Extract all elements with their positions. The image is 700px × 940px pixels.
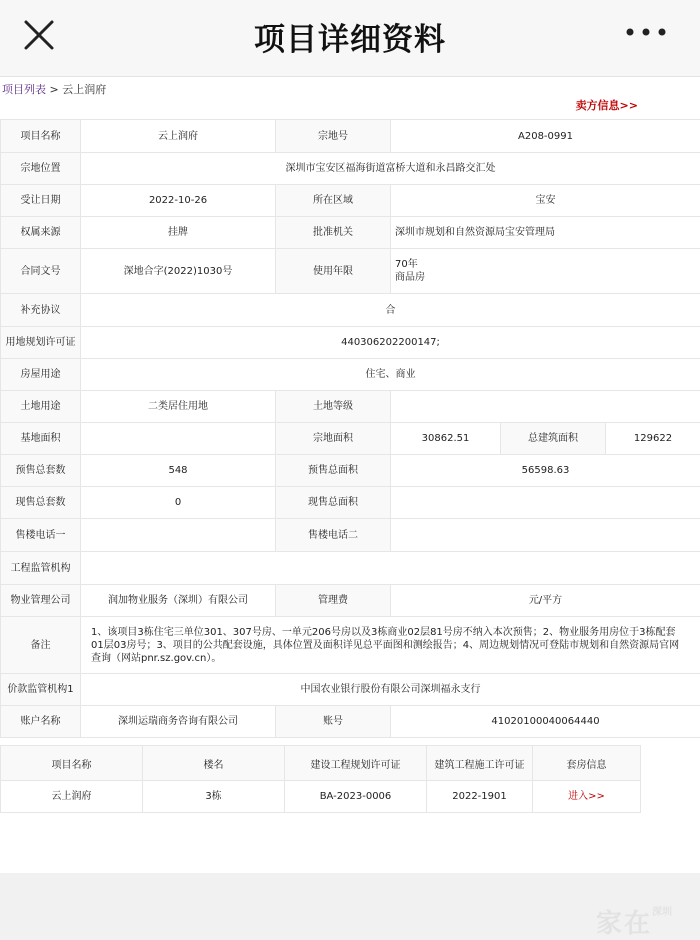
- location-value: 深圳市宝安区福海街道富桥大道和永昌路交汇处: [81, 153, 700, 185]
- project-name-label: 项目名称: [1, 120, 81, 153]
- account-name-label: 账户名称: [1, 706, 81, 738]
- land-use-value: 二类居住用地: [81, 391, 276, 423]
- watermark-sub: 深圳: [652, 907, 672, 918]
- contract-no-label: 合同文号: [1, 249, 81, 294]
- column-header: 套房信息: [533, 746, 641, 781]
- table-row: [1, 391, 700, 423]
- presale-area-label: 预售总面积: [276, 455, 391, 487]
- table-row: [1, 294, 700, 327]
- table-row: [1, 519, 700, 552]
- term-years: 70年: [395, 258, 696, 271]
- land-permit-value: 440306202200147;: [81, 327, 700, 359]
- table-row: [1, 359, 700, 391]
- building-table: [0, 745, 641, 813]
- phone2-value: [391, 519, 700, 552]
- table-row: [1, 249, 700, 294]
- management-fee-value: 元/平方: [391, 585, 700, 617]
- breadcrumb-current: 云上润府: [62, 83, 106, 96]
- table-row: [1, 120, 700, 153]
- term-label: 使用年限: [276, 249, 391, 294]
- top-navigation-bar: [0, 0, 700, 77]
- presale-units-value: 548: [81, 455, 276, 487]
- spot-area-value: [391, 487, 700, 519]
- presale-units-label: 预售总套数: [1, 455, 81, 487]
- table-row: [1, 153, 700, 185]
- phone1-value: [81, 519, 276, 552]
- seller-info-link[interactable]: 卖方信息>>: [576, 97, 638, 113]
- breadcrumb-separator: >: [46, 83, 62, 96]
- total-floor-area-label: 总建筑面积: [501, 423, 606, 455]
- enter-unit-info-link[interactable]: 进入>>: [568, 791, 605, 802]
- building-row: [1, 781, 641, 813]
- supplement-label: 补充协议: [1, 294, 81, 327]
- watermark-text: 家在: [596, 909, 652, 939]
- notes-value: 1、该项目3栋住宅三单位301、307号房、一单元206号房以及3栋商业02层81号房不纳入本次预售；2、物业服务用房位于3栋配套01层03房号；3、项目的公共配套设施，具体位置及面积详见总平面图和测绘报告；4、周边规划情况可登陆市规划和自然资源局官网查询（网站pnr.sz.gov.cn）。: [81, 617, 700, 674]
- table-row: [1, 585, 700, 617]
- term-value: [391, 249, 700, 294]
- transfer-date-value: 2022-10-26: [81, 185, 276, 217]
- breadcrumb-project-list-link[interactable]: 项目列表: [2, 83, 46, 96]
- parcel-area-value: 30862.51: [391, 423, 501, 455]
- term-type: 商品房: [395, 271, 696, 284]
- approval-authority-value: 深圳市规划和自然资源局宝安管理局: [391, 217, 700, 249]
- notes-label: 备注: [1, 617, 81, 674]
- table-row: [1, 423, 700, 455]
- transfer-date-label: 受让日期: [1, 185, 81, 217]
- watermark: [596, 903, 672, 940]
- base-area-label: 基地面积: [1, 423, 81, 455]
- property-company-label: 物业管理公司: [1, 585, 81, 617]
- building-construction-permit: 2022-1901: [427, 781, 533, 813]
- approval-authority-label: 批准机关: [276, 217, 391, 249]
- parcel-no-value: A208-0991: [391, 120, 700, 153]
- building-project-name: 云上润府: [1, 781, 143, 813]
- land-grade-value: [391, 391, 700, 423]
- land-grade-label: 土地等级: [276, 391, 391, 423]
- total-floor-area-value: 129622: [606, 423, 700, 455]
- management-fee-label: 管理费: [276, 585, 391, 617]
- spot-units-value: 0: [81, 487, 276, 519]
- price-supervision-value: 中国农业银行股份有限公司深圳福永支行: [81, 674, 700, 706]
- column-header: 建设工程规划许可证: [285, 746, 427, 781]
- district-label: 所在区域: [276, 185, 391, 217]
- parcel-area-label: 宗地面积: [276, 423, 391, 455]
- account-no-value: 41020100040064440: [391, 706, 700, 738]
- project-detail-table: [0, 119, 700, 738]
- house-use-label: 房屋用途: [1, 359, 81, 391]
- table-row: [1, 552, 700, 585]
- table-row: [1, 455, 700, 487]
- column-header: 楼名: [143, 746, 285, 781]
- base-area-value: [81, 423, 276, 455]
- property-company-value: 润加物业服务（深圳）有限公司: [81, 585, 276, 617]
- phone2-label: 售楼电话二: [276, 519, 391, 552]
- contract-no-value: 深地合字(2022)1030号: [81, 249, 276, 294]
- supplement-value: 合: [81, 294, 700, 327]
- presale-area-value: 56598.63: [391, 455, 700, 487]
- account-no-label: 账号: [276, 706, 391, 738]
- price-supervision-label: 价款监管机构1: [1, 674, 81, 706]
- spot-area-label: 现售总面积: [276, 487, 391, 519]
- breadcrumb: [2, 81, 106, 97]
- spot-units-label: 现售总套数: [1, 487, 81, 519]
- ownership-source-label: 权属来源: [1, 217, 81, 249]
- column-header: 项目名称: [1, 746, 143, 781]
- district-value: 宝安: [391, 185, 700, 217]
- table-row: [1, 487, 700, 519]
- ownership-source-value: 挂牌: [81, 217, 276, 249]
- column-header: 建筑工程施工许可证: [427, 746, 533, 781]
- land-use-label: 土地用途: [1, 391, 81, 423]
- building-unit-info: [533, 781, 641, 813]
- table-row: [1, 617, 700, 674]
- location-label: 宗地位置: [1, 153, 81, 185]
- table-row: [1, 217, 700, 249]
- page-content: [0, 77, 700, 873]
- land-permit-label: 用地规划许可证: [1, 327, 81, 359]
- account-name-value: 深圳运瑞商务咨询有限公司: [81, 706, 276, 738]
- supervisor-value: [81, 552, 700, 585]
- parcel-no-label: 宗地号: [276, 120, 391, 153]
- page-title: 项目详细资料: [0, 14, 700, 59]
- phone1-label: 售楼电话一: [1, 519, 81, 552]
- table-row: [1, 674, 700, 706]
- building-table-header: [1, 746, 641, 781]
- more-horizontal-icon[interactable]: [624, 24, 668, 40]
- building-name: 3栋: [143, 781, 285, 813]
- project-name-value: 云上润府: [81, 120, 276, 153]
- table-row: [1, 706, 700, 738]
- table-row: [1, 185, 700, 217]
- table-row: [1, 327, 700, 359]
- house-use-value: 住宅、商业: [81, 359, 700, 391]
- supervisor-label: 工程监管机构: [1, 552, 81, 585]
- building-planning-permit: BA-2023-0006: [285, 781, 427, 813]
